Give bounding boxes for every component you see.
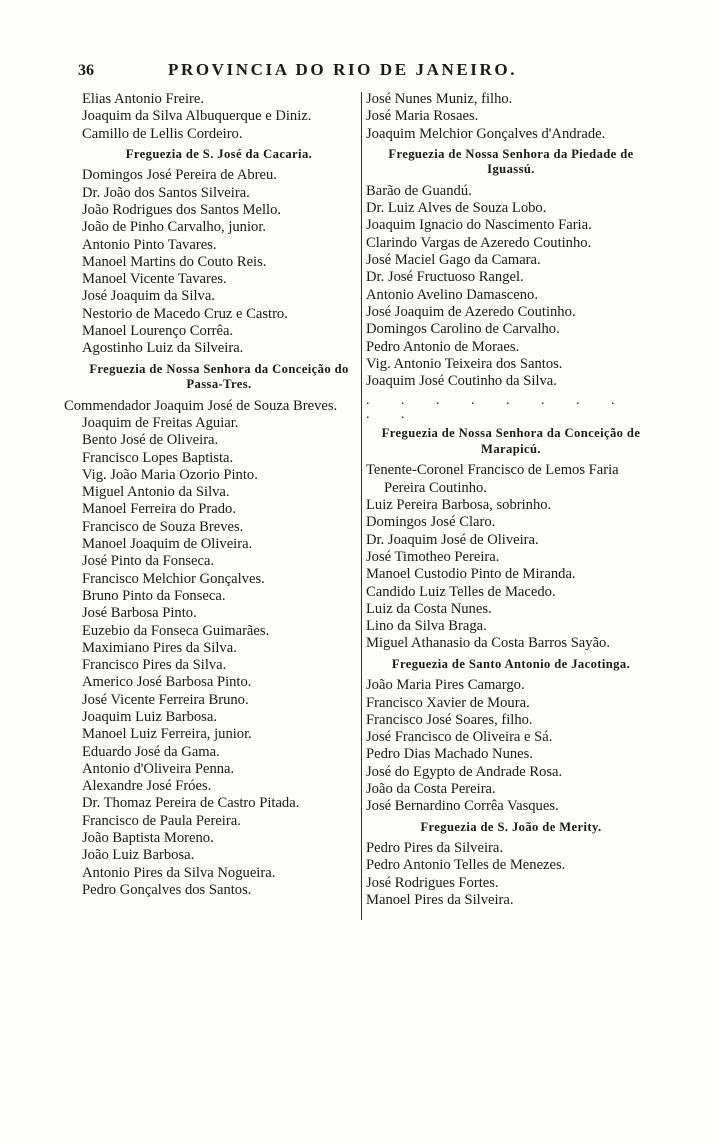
list-item: Lino da Silva Braga. <box>366 618 487 635</box>
list-item: Manoel Pires da Silveira. <box>366 891 514 908</box>
list-item: Dr. Joaquim José de Oliveira. <box>366 531 539 548</box>
section-entries <box>366 183 656 391</box>
list-item: Agostinho Luiz da Silveira. <box>82 340 244 357</box>
section-heading: Freguezia de Nossa Senhora da Conceição do Passa-Tres. <box>89 361 349 392</box>
section-entries <box>366 677 656 815</box>
list-item: José Rodrigues Fortes. <box>366 874 499 891</box>
section-entries <box>366 840 656 909</box>
list-item: Antonio d'Oliveira Penna. <box>82 760 235 777</box>
list-item: Francisco de Paula Pereira. <box>82 812 241 829</box>
right-column <box>366 91 656 909</box>
list-item: Tenente-Coronel Francisco de Lemos Faria Pereira Coutinho. <box>366 462 619 496</box>
column-divider <box>361 92 362 920</box>
list-item: Antonio Pires da Silva Nogueira. <box>82 864 276 881</box>
list-item: Luiz Pereira Barbosa, sobrinho. <box>366 497 552 514</box>
section-heading: Freguezia de Santo Antonio de Jacotinga. <box>391 656 631 671</box>
list-item: Domingos Carolino de Carvalho. <box>366 321 560 338</box>
list-item: Clarindo Vargas de Azeredo Coutinho. <box>366 234 592 251</box>
list-item: Vig. João Maria Ozorio Pinto. <box>82 466 258 483</box>
list-item: Candido Luiz Telles de Macedo. <box>366 583 556 600</box>
list-item: João Baptista Moreno. <box>82 830 214 847</box>
list-item: João Luiz Barbosa. <box>82 847 195 864</box>
list-item: Nestorio de Macedo Cruz e Castro. <box>82 305 288 322</box>
list-item: Eduardo José da Gama. <box>82 743 220 760</box>
list-item: Manoel Vicente Tavares. <box>82 271 227 288</box>
list-item: Elias Antonio Freire. <box>82 91 205 107</box>
list-item: Pedro Pires da Silveira. <box>366 840 503 857</box>
list-item: Antonio Pinto Tavares. <box>82 236 217 253</box>
list-item: Francisco Pires da Silva. <box>82 657 227 674</box>
list-item: Joaquim Melchior Gonçalves d'Andrade. <box>366 125 606 142</box>
list-item: Manoel Luiz Ferreira, junior. <box>82 726 252 743</box>
list-item: Joaquim Luiz Barbosa. <box>82 709 217 725</box>
list-item: Barão de Guandú. <box>366 182 472 199</box>
list-item: Dr. Luiz Alves de Souza Lobo. <box>366 200 547 217</box>
list-item: Americo José Barbosa Pinto. <box>82 674 252 691</box>
list-item: Bento José de Oliveira. <box>82 432 219 449</box>
list-item: João da Costa Pereira. <box>366 781 496 797</box>
right-top-entries <box>366 91 656 143</box>
list-item: Commendador Joaquim José de Souza Breves. <box>64 397 338 414</box>
section-entries <box>64 397 358 900</box>
list-item: João Maria Pires Camargo. <box>366 677 525 694</box>
section-entries <box>80 167 358 357</box>
section-heading: Freguezia de Nossa Senhora da Conceição de Marapicú. <box>381 426 641 456</box>
page-number: 36 <box>78 62 94 79</box>
list-item: Joaquim José Coutinho da Silva. <box>366 373 557 390</box>
list-item: Joaquim Ignacio do Nascimento Faria. <box>366 217 592 234</box>
list-item: Bruno Pinto da Fonseca. <box>82 587 226 604</box>
list-item: Joaquim da Silva Albuquerque e Diniz. <box>82 108 312 125</box>
list-item: Miguel Antonio da Silva. <box>82 484 230 501</box>
list-item: José Barbosa Pinto. <box>82 605 197 622</box>
left-column <box>64 91 358 899</box>
list-item: Dr. Thomaz Pereira de Castro Pitada. <box>82 795 300 812</box>
list-item: José Maria Rosaes. <box>366 108 479 125</box>
list-item: Francisco Lopes Baptista. <box>82 449 234 466</box>
list-item: Manoel Custodio Pinto de Miranda. <box>366 566 576 583</box>
list-item: Vig. Antonio Teixeira dos Santos. <box>366 355 563 372</box>
list-item: Pedro Gonçalves dos Santos. <box>82 881 252 898</box>
list-item: Antonio Avelino Damasceno. <box>366 286 538 303</box>
list-item: José do Egypto de Andrade Rosa. <box>366 763 563 780</box>
list-item: Pedro Antonio de Moraes. <box>366 338 520 355</box>
section-heading: Freguezia de S. José da Cacaria. <box>125 146 313 161</box>
list-item: José Joaquim de Azeredo Coutinho. <box>366 303 576 320</box>
list-item: Joaquim de Freitas Aguiar. <box>82 414 239 431</box>
list-item: Camillo de Lellis Cordeiro. <box>82 125 243 142</box>
section-entries <box>366 462 656 652</box>
list-item: Domingos José Claro. <box>366 514 496 531</box>
list-item: Manoel Ferreira do Prado. <box>82 501 236 518</box>
list-item: Manoel Joaquim de Oliveira. <box>82 536 253 553</box>
section-heading: Freguezia de S. João de Merity. <box>420 819 602 834</box>
list-item: Maximiano Pires da Silva. <box>82 639 237 656</box>
list-item: Pedro Antonio Telles de Menezes. <box>366 857 566 874</box>
running-title: PROVINCIA DO RIO DE JANEIRO. <box>168 60 518 79</box>
list-item: José Bernardino Corrêa Vasques. <box>366 798 559 815</box>
list-item: José Vicente Ferreira Bruno. <box>82 691 249 708</box>
list-item: José Nunes Muniz, filho. <box>366 91 513 107</box>
list-item: José Joaquim da Silva. <box>82 288 215 305</box>
section-heading: Freguezia de Nossa Senhora da Piedade de Iguassú. <box>388 146 634 177</box>
list-item: José Maciel Gago da Camara. <box>366 252 541 269</box>
list-item: Francisco José Soares, filho. <box>366 711 533 728</box>
ellipsis-dots: . . . . . . . . . . <box>366 393 629 423</box>
list-item: José Pinto da Fonseca. <box>82 553 215 570</box>
list-item: Francisco Melchior Gonçalves. <box>82 570 265 587</box>
list-item: Domingos José Pereira de Abreu. <box>82 167 277 184</box>
list-item: Manoel Lourenço Corrêa. <box>82 323 234 340</box>
list-item: João Rodrigues dos Santos Mello. <box>82 201 282 218</box>
list-item: José Francisco de Oliveira e Sá. <box>366 729 553 746</box>
list-item: João de Pinho Carvalho, junior. <box>82 219 267 236</box>
list-item: José Timotheo Pereira. <box>366 548 500 565</box>
list-item: Pedro Dias Machado Nunes. <box>366 746 533 763</box>
list-item: Francisco Xavier de Moura. <box>366 694 530 711</box>
left-top-entries <box>80 91 358 143</box>
list-item: Dr. João dos Santos Silveira. <box>82 184 250 201</box>
list-item: Luiz da Costa Nunes. <box>366 600 492 617</box>
list-item: Miguel Athanasio da Costa Barros Sayão. <box>366 635 611 652</box>
list-item: Francisco de Souza Breves. <box>82 518 244 535</box>
list-item: Dr. José Fructuoso Rangel. <box>366 269 524 286</box>
list-item: Manoel Martins do Couto Reis. <box>82 253 267 270</box>
list-item: Euzebio da Fonseca Guimarães. <box>82 622 270 639</box>
list-item: Alexandre José Fróes. <box>82 778 212 795</box>
